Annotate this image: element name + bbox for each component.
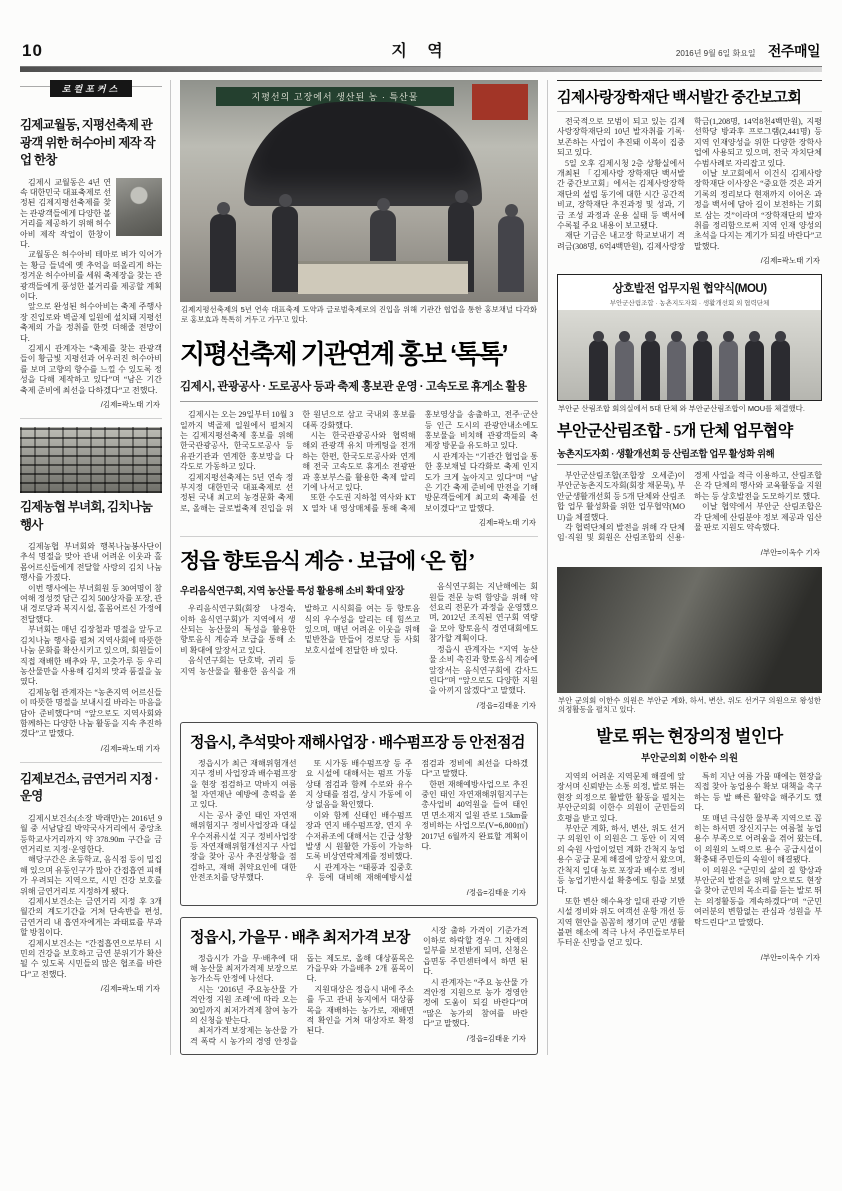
rule — [557, 80, 822, 81]
body-paragraph: 또 시가동 배수펌프장 등 주요 시설에 대해서는 펌프 가동 상태 점검과 함께 수로와 유수지 상태를 점검, 상시 가동에 이상 없음을 확인했다. — [305, 758, 413, 810]
article-scarecrow-byline: /김제=곽노태 기자 — [100, 400, 160, 410]
article-forestry-headline: 부안군산림조합 - 5개 단체 업무협약 — [557, 422, 793, 440]
body-paragraph: 이날 협약에서 부안군 산림조합은 각 단체에 산림분야 정보 제공과 임산물 판로 지원도 약속했다. — [694, 502, 822, 532]
article-food-main — [180, 582, 420, 710]
divider — [180, 536, 538, 537]
article-council-body — [557, 772, 822, 949]
body-paragraph: 부안군산림조합(조합장 오세준)이 부안군농촌지도자회(회장 채문묵), 부안군생활개선회 등 5개 단체와 산림조합 업무 활성화를 위한 업무협약(MOU)을 체결했다. — [557, 470, 685, 522]
divider — [20, 418, 162, 419]
body-paragraph: 우리음식연구회(회장 나경숙, 이하 음식연구회)가 지역에서 생산되는 농산물의 특성을 활용한 향토음식 계승과 보급을 통해 소비 확대에 앞장서고 있다. — [180, 604, 296, 655]
main-article-body — [180, 410, 538, 514]
left-column — [20, 80, 170, 1055]
masthead: 전주매일 — [767, 43, 820, 59]
article-kimchi-headline: 김제농협 부녀회, 김치나눔 행사 — [20, 500, 153, 532]
mou-group-photo — [558, 310, 821, 400]
body-paragraph: 또한 변산 해수욕장 일대 관광 기반시설 정비와 위도 여객선 운항 개선 등 지역 현안을 꼼꼼히 챙기며 군민 생활 불편 해소에 적극 나서 주민들로부터 두터운 신망을 얻고 있다. — [557, 896, 685, 948]
center-column — [170, 80, 548, 1055]
article-price-box — [180, 917, 538, 1056]
right-column — [548, 80, 822, 1055]
person-silhouette — [498, 216, 524, 292]
body-paragraph: 음식연구회는 단호박, 귀리 등 지역 농산물을 활용한 음식을 개발하고 시식회를 여는 등 향토음식의 우수성을 알리는 데 힘쓰고 있으며, 매년 어려운 이웃을 위해 밑반찬을 만들어 경로당 등 사회보호시설에 전달한 바 있다. — [180, 604, 420, 676]
body-paragraph: 정읍시가 가을 무·배추에 대해 농산물 최저가격제 보장으로 농가소득 안정에 나선다. — [190, 953, 298, 984]
festival-photo-caption: 김제지평선축제의 5년 연속 대표축제 도약과 글로벌축제로의 진입을 위해 기관간 협업을 통한 홍보채널 다각화로 홍보효과 톡톡히 거두고 가꾸고 있다. — [181, 305, 537, 324]
page-body — [20, 80, 822, 1055]
article-nosmoking-byline: /김제=곽노태 기자 — [100, 984, 160, 994]
article-council-subhead: 부안군의회 이한수 의원 — [640, 752, 739, 764]
body-paragraph: 시 관계자는 “주요 농산물 가격안정 지원으로 농가 경영안정에 도움이 되길 바란다”며 “많은 농가의 참여를 바란다”고 말했다. — [423, 977, 528, 1029]
article-nosmoking — [20, 771, 162, 995]
body-paragraph: 김제시보건소는 “간접흡연으로부터 시민의 건강을 보호하고 금연 분위기가 확산될 수 있도록 시민들의 많은 협조를 바란다”고 전했다. — [20, 938, 162, 979]
article-safety-headline: 정읍시, 추석맞아 재해사업장 · 배수펌프장 등 안전점검 — [190, 734, 526, 751]
article-scholarship-headline: 김제사랑장학재단 백서발간 중간보고회 — [557, 86, 822, 112]
article-kimchi — [20, 427, 162, 754]
main-headline: 지평선축제 기관연계 홍보 ‘톡톡’ — [180, 339, 507, 370]
body-paragraph: 한편 재해예방사업으로 추진 중인 태인 자연재해위험지구는 총사업비 40억원을 들여 태인면 면소재지 일원 관로 1.5km를 정비하는 사업으로(V=6,800㎥) 2017년 6월까지 완료할 계획이다. — [421, 779, 528, 851]
body-paragraph: 시는 한국관광공사와 협력해 해외 관광객 유치 마케팅을 전개하는 한편, 한국도로공사와 연계해 전국 고속도로 휴게소 전광판과 홍보부스를 활용한 축제 알리기에 나서고 있다. — [302, 431, 416, 493]
issue-date: 2016년 9월 6일 화요일 — [675, 49, 756, 58]
person-silhouette — [615, 340, 634, 400]
body-paragraph: 음식연구회는 지난해에는 회원들 전문 능력 함양을 위해 약선요리 전문가 과정을 운영했으며, 2012년 조직된 연구회 역량을 모아 향토음식 경연대회에도 참가할 계획이다. — [429, 582, 538, 644]
person-silhouette — [641, 340, 660, 400]
local-focus-badge: 로컬포커스 — [50, 80, 132, 97]
section-title: 지 역 — [391, 43, 451, 60]
article-price-byline: /정읍=김태윤 기자 — [466, 1033, 526, 1043]
article-kimchi-byline: /김제=곽노태 기자 — [100, 743, 160, 753]
festival-photo — [180, 80, 538, 302]
mou-header — [558, 275, 821, 310]
article-price-side — [423, 926, 528, 1048]
article-scarecrow — [20, 117, 162, 410]
display-table — [298, 264, 468, 294]
local-focus-badge-wrap — [20, 86, 162, 105]
person-silhouette — [719, 340, 738, 400]
body-paragraph: 지원대상은 정읍시 내에 주소를 두고 관내 농지에서 대상품목을 재배하는 농가로, 재배면적 확인을 거쳐 대상자로 확정된다. — [306, 984, 414, 1036]
body-paragraph: 김제시보건소(소장 박래만)는 2016년 9월 중 서남담길 박약국사거리에서 중앙초등학교사거리까지 약 378.90m 구간을 금연거리로 지정·운영한다. — [20, 813, 162, 854]
body-paragraph: 김제지평선축제는 5년 연속 정부지정 대한민국 대표축제로 선정된 국내 최고의 농경문화 축제로, 올해는 글로벌축제 진입을 위한 원년으로 삼고 국내외 홍보를 대폭 강화했다. — [180, 410, 416, 513]
article-safety-body — [190, 759, 528, 884]
article-food — [180, 545, 538, 710]
body-paragraph: 시장 출하 가격이 기준가격 이하로 하락할 경우 그 차액의 일부를 보전받게 되며, 신청은 읍면동 주민센터에서 하면 된다. — [423, 925, 528, 977]
body-paragraph: 전국적으로 모범이 되고 있는 김제사랑장학재단의 10년 발자취를 기록·보존하는 사업이 추진돼 이목이 집중되고 있다. — [557, 117, 685, 158]
body-paragraph: 재단 기금은 내고장 학교보내기 격려금(308명, 6억4백만원), 김제사랑장학금(1,208명, 14억8천4백만원), 지평선학당 방과후 프로그램(2,441명) 등 지역 인재양성을 위한 다양한 장학사업에 사용되고 있으며, 전국 자치단체 수범사례로 자리잡고 있다. — [557, 117, 822, 251]
body-paragraph: 김제시 교월동은 4년 연속 대한민국 대표축제로 선정된 김제지평선축제를 찾는 관광객들에게 다양한 볼거리를 제공하기 위해 허수아비 제작 작업이 한창이다. — [20, 177, 112, 249]
page-header — [20, 12, 822, 66]
header-rule-bar — [20, 66, 822, 72]
person-silhouette — [272, 206, 298, 292]
mou-title: 상호발전 업무지원 협약식(MOU) — [612, 283, 767, 296]
body-paragraph: 김제농협 관계자는 “농촌지역 어르신들이 따뜻한 명절을 보내시길 바라는 마음을 담아 준비했다”며 “앞으로도 지역사회와 함께하는 다양한 나눔 활동을 지속 추진하겠다”고 말했다. — [20, 687, 162, 739]
body-paragraph: 5일 오후 김제시청 2층 상황실에서 개최된 「김제사랑 장학재단 백서발간 중간보고회」에서는 김제사랑장학재단의 설립 동기에 대한 시간 공간적 비교, 장학재단 추진과정 및 성과, 기금 조성 과정과 운용 실태 등 백서에 수록될 주요 내용이 보고됐다. — [557, 158, 685, 231]
body-paragraph: 이번 행사에는 부녀회원 등 30여명이 참여해 정성껏 담근 김치 500상자를 포장, 관내 경로당과 복지시설, 홀몸어르신 가정에 전달했다. — [20, 583, 162, 624]
article-council — [557, 722, 822, 963]
article-council-byline: /부안=이옥수 기자 — [760, 952, 820, 962]
body-paragraph: 앞으로 완성된 허수아비는 축제 주행사장 진입로와 벽골제 일원에 설치돼 지평선축제의 가을 정취를 한껏 더해줄 전망이다. — [20, 302, 162, 343]
body-paragraph: 이 의원은 “군민의 삶의 질 향상과 부안군의 발전을 위해 앞으로도 현장을 찾아 군민의 목소리를 듣는 발로 뛰는 의정활동을 계속하겠다”며 “군민 여러분의 변함없는 관심과 성원을 부탁드린다”고 말했다. — [694, 865, 822, 927]
body-paragraph: 시 관계자는 “태풍과 집중호우 등에 대비해 재해예방시설 점검과 정비에 최선을 다하겠다”고 말했다. — [305, 758, 528, 883]
article-scholarship-byline: /김제=곽노태 기자 — [760, 256, 820, 266]
red-sign — [472, 84, 528, 120]
council-photo-caption: 부안 군의회 이한수 의원은 부안군 계화, 하서, 변산, 위도 선거구 의원으로 왕성한 의정활동을 펼치고 있다. — [558, 695, 821, 715]
body-paragraph: 또 매년 극심한 물부족 지역으로 꼽히는 하서면 장신지구는 여름철 농업용수 부족으로 어려움을 겪어 왔는데, 이 의원의 노력으로 용수 공급시설이 확충돼 주민들의 숙원이 해결됐다. — [694, 813, 822, 865]
article-scholarship — [557, 80, 822, 266]
article-food-headline: 정읍 향토음식 계승 · 보급에 ‘온 힘’ — [180, 549, 475, 574]
mou-photo-caption: 부안군 산림조합 회의실에서 5대 단체 와 부안군산림조합이 MOU를 체결했다. — [558, 404, 805, 414]
article-forestry-subhead: 농촌지도자회 · 생활개선회 등 산림조합 업무 활성화 위해 — [557, 446, 822, 465]
header-right — [554, 41, 820, 61]
page-number: 10 — [22, 41, 43, 60]
mou-subtitle: 부안군산림조합 · 농촌지도자회 · 생활개선회 외 협력단체 — [609, 300, 770, 308]
body-paragraph: 정읍시 관계자는 “지역 농산물 소비 촉진과 향토음식 계승에 앞장서는 음식연구회에 감사드린다”며 “앞으로도 다양한 지원을 아끼지 않겠다”고 말했다. — [429, 644, 538, 696]
article-food-side — [429, 582, 538, 710]
body-paragraph: 또한 수도권 지하철 역사와 KTX 열차 내 영상매체를 통해 축제 홍보영상을 송출하고, 전주·군산 등 인근 도시의 관광안내소에도 홍보물을 비치해 관광객들의 축제장 방문을 유도하고 있다. — [302, 410, 538, 513]
council-member-photo — [557, 567, 822, 693]
umbrella-shape — [244, 102, 482, 206]
article-scholarship-body — [557, 117, 822, 252]
person-silhouette — [771, 340, 790, 400]
body-paragraph: 시는 ‘2016년 주요농산물 가격안정 지원 조례’에 따라 오는 30일까지 최저가격제 참여 농가의 신청을 받는다. — [190, 984, 298, 1026]
person-silhouette — [210, 214, 236, 292]
body-paragraph: 교월동은 허수아비 테마로 벼가 익어가는 황금 들녘에 옛 추억을 떠올리게 하는 정겨운 허수아비를 세워 축제장을 찾는 관광객들에게 풍성한 볼거리를 제공할 계획이다. — [20, 250, 162, 301]
scarecrow-photo — [116, 178, 162, 236]
body-paragraph: 김제시는 오는 29일부터 10월 3일까지 벽골제 일원에서 펼쳐지는 김제지평선축제 홍보를 위해 한국관광공사, 한국도로공사 등 유관기관과 연계한 홍보망을 다각도로 가동하고 있다. — [180, 410, 294, 472]
person-silhouette — [745, 340, 764, 400]
mou-photo-box — [557, 274, 822, 401]
article-nosmoking-headline: 김제보건소, 금연거리 지정 · 운영 — [20, 771, 159, 804]
body-paragraph: 정읍시가 최근 재해위험개선지구 정비 사업장과 배수펌프장을 현장 점검하고 막바지 여름철 자연재난 예방에 총력을 쏟고 있다. — [190, 758, 297, 810]
person-silhouette — [693, 340, 712, 400]
body-paragraph: 이와 함께 신태인 배수펌프장과 연지 배수펌프장, 연지 우수저류조에 대해서는 긴급 상황 발생 시 원활한 가동이 가능하도록 비상연락체계를 정비했다. — [305, 810, 413, 862]
article-council-headline: 발로 뛰는 현장의정 벌인다 — [596, 726, 783, 746]
body-paragraph: 최저가격 보장제는 농산물 가격 폭락 시 농가의 경영 안정을 돕는 제도로, 올해 대상품목은 가을무와 가을배추 2개 품목이다. — [190, 953, 414, 1046]
article-food-byline: /정읍=김태윤 기자 — [476, 700, 536, 710]
body-paragraph: 김제시보건소는 금연거리 지정 후 3개월간의 계도기간을 거쳐 단속반을 편성, 금연거리 내 흡연자에게는 과태료를 부과할 방침이다. — [20, 897, 162, 938]
main-subhead: 김제시, 관광공사 · 도로공사 등과 축제 홍보관 운영 · 고속도로 휴게소 활용 — [180, 378, 538, 402]
main-article-byline: 김제=곽노태 기자 — [478, 518, 536, 528]
article-forestry — [557, 418, 822, 558]
body-paragraph: 이날 보고회에서 이건식 김제사랑장학재단 이사장은 “중요한 것은 과거 기록의 정리보다 현재까지 이어온 과정을 백서에 담아 길이 보전하는 기회로 삼는 것”이라며 “장학재단의 발자취를 정리함으로써 지역 인재 양성의 초석을 다지는 계기가 되길 바란다”고 말했다. — [694, 169, 822, 251]
body-paragraph: 해당구간은 초등학교, 음식점 등이 밀집해 있으며 유동인구가 많아 간접흡연 피해가 우려되는 지역으로, 시민 건강 보호를 위해 금연거리로 지정하게 됐다. — [20, 855, 162, 896]
body-paragraph: 시 관계자는 “기관간 협업을 통한 홍보채널 다각화로 축제 인지도가 크게 높아지고 있다”며 “남은 기간 축제 준비에 만전을 기해 방문객들에게 최고의 축제를 선보이겠다”고 말했다. — [424, 451, 538, 513]
body-paragraph: 지역의 어려운 지역문제 해결에 앞장서며 신뢰받는 소통 의정, 발로 뛰는 현장 의정으로 활발한 활동을 펼치는 부안군의회 이한수 의원이 군민들의 호평을 받고 있다. — [557, 771, 685, 823]
article-food-subhead: 우리음식연구회, 지역 농산물 특성 활용해 소비 확대 앞장 — [180, 586, 404, 598]
article-forestry-byline: /부안=이옥수 기자 — [760, 547, 820, 557]
body-paragraph: 부녀회는 매년 김장철과 명절을 앞두고 김치나눔 행사를 펼쳐 지역사회에 따뜻한 나눔 문화를 확산시키고 있으며, 회원들이 직접 재배한 배추와 무, 고춧가루 등 우리 농산물만을 사용해 김치의 맛과 품질을 높였다. — [20, 625, 162, 687]
article-safety-box — [180, 722, 538, 906]
body-paragraph: 부안군 계화, 하서, 변산, 위도 선거구 의원인 이 의원은 그 동안 이 지역의 숙원 사업이었던 계화 간척지 농업용수 공급 문제 해결에 앞장서 왔으며, 간척지 일대 농로 포장과 배수로 정비 등 농업기반시설 확충에도 힘을 보탰다. — [557, 823, 685, 896]
article-forestry-body — [557, 471, 822, 544]
body-paragraph: 각 협력단체의 발전을 위해 각 단체 임·직원 및 회원은 산림조합의 신용·경제 사업을 적극 이용하고, 산림조합은 각 단체의 행사와 교육활동을 지원하는 등 상호발전을 도모하기로 했다. — [557, 470, 822, 543]
divider — [20, 762, 162, 763]
article-scarecrow-body — [20, 178, 162, 397]
article-safety-byline: /정읍=김태윤 기자 — [466, 887, 526, 897]
article-scarecrow-headline: 김제교월동, 지평선축제 관광객 위한 허수아비 제작 작업 한창 — [20, 118, 155, 167]
kimchi-event-photo — [20, 427, 162, 493]
article-price-main — [190, 926, 414, 1048]
person-silhouette — [589, 340, 608, 400]
article-price-headline: 정읍시, 가을무 · 배추 최저가격 보장 — [190, 929, 410, 946]
article-nosmoking-body — [20, 814, 162, 981]
body-paragraph: 특히 지난 여름 가뭄 때에는 현장을 직접 찾아 농업용수 확보 대책을 촉구하는 등 발 빠른 활약을 해주기도 했다. — [694, 771, 822, 813]
article-kimchi-body — [20, 542, 162, 740]
person-silhouette — [667, 340, 686, 400]
body-paragraph: 김제시 관계자는 “축제를 찾는 관광객들이 황금빛 지평선과 어우러진 허수아비를 보며 고향의 향수를 느낄 수 있도록 정성을 다해 제작하고 있다”며 “남은 기간 축제 준비에 최선을 다하겠다”고 전했다. — [20, 344, 162, 395]
body-paragraph: 시는 공사 중인 태인 자연재해위험지구 정비사업장과 대실 우수저류시설 지구 정비사업장 등 자연재해위험개선지구 사업장을 찾아 공사 추진상황을 점검하고, 재해 취약요인에 대한 안전조치를 당부했다. — [190, 810, 297, 883]
festival-photo-banner: 지평선의 고장에서 생산된 농 · 특산물 — [216, 87, 454, 106]
body-paragraph: 김제농협 부녀회와 행복나눔봉사단이 추석 명절을 맞아 관내 어려운 이웃과 홀몸어르신들에게 전달할 사랑의 김치 나눔 행사를 가졌다. — [20, 542, 162, 583]
